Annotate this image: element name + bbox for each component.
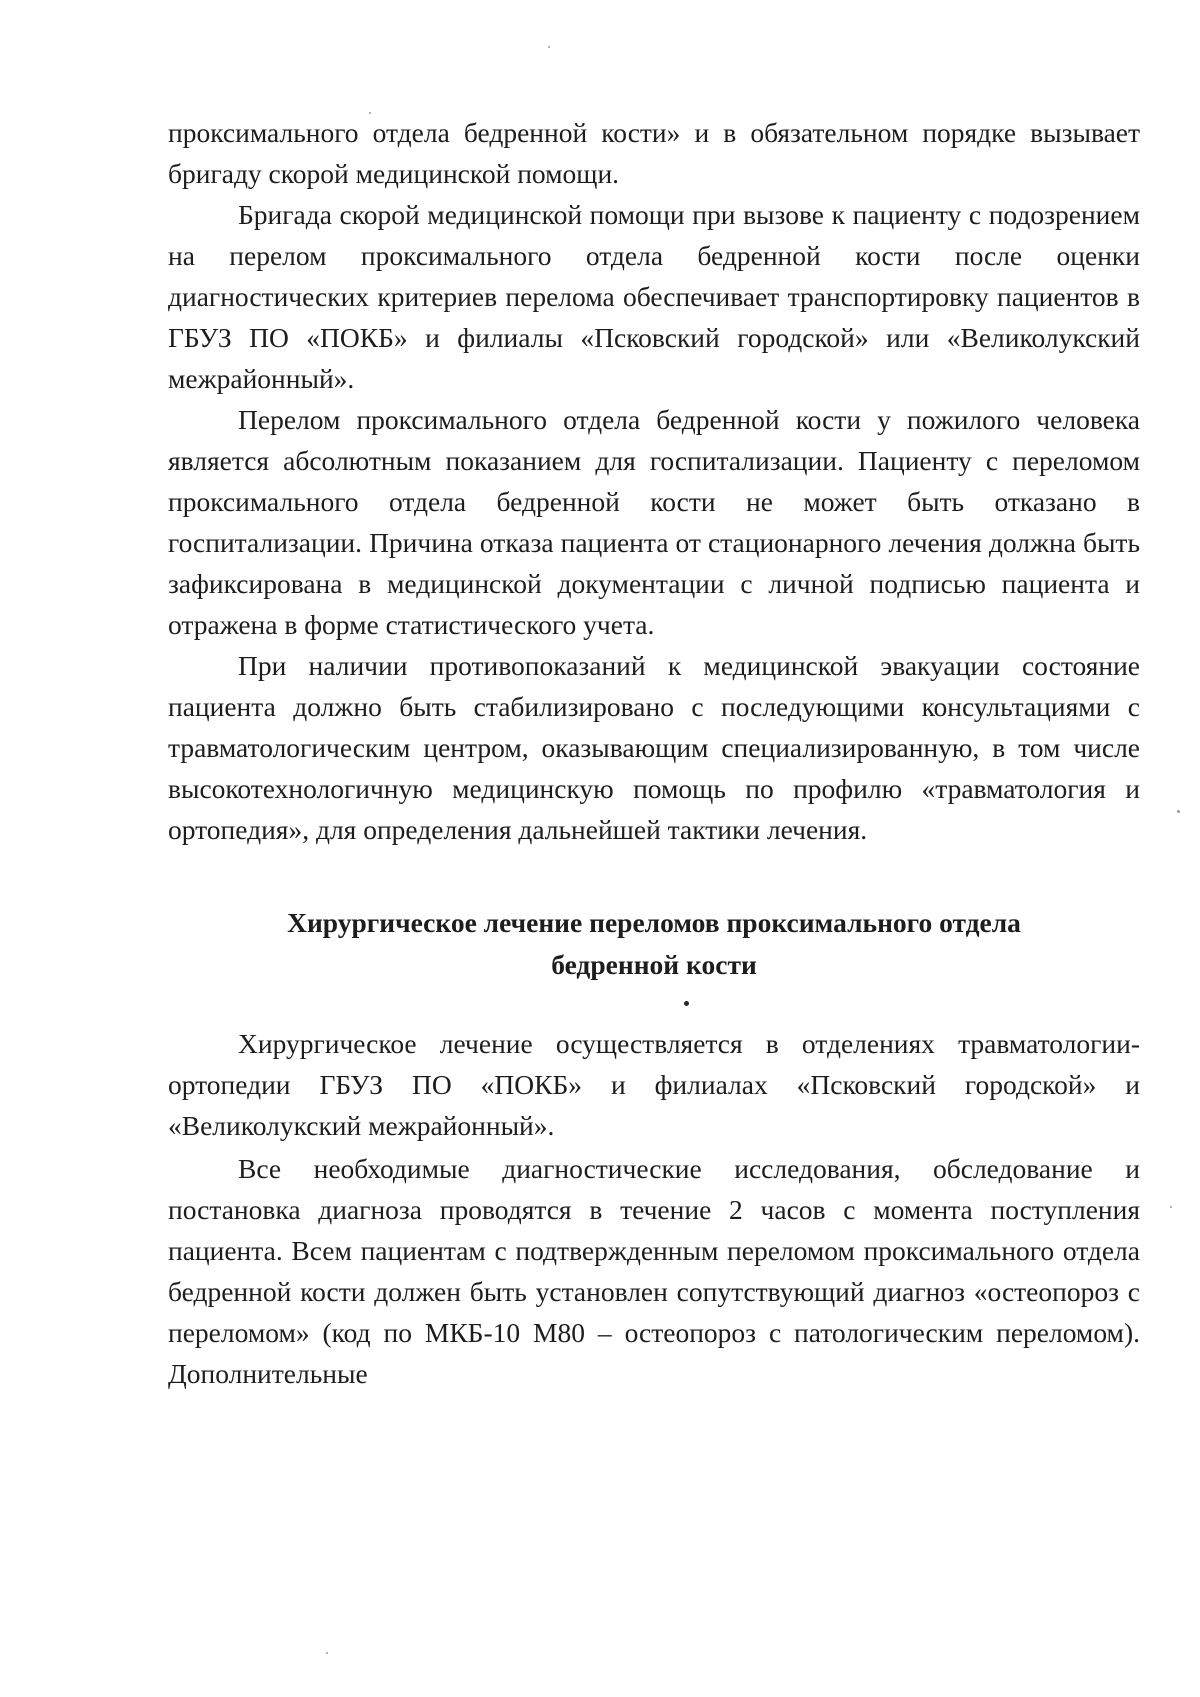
scan-dot — [684, 1001, 689, 1006]
section-heading — [168, 902, 1140, 986]
scan-speck — [548, 46, 550, 48]
scan-speck — [1177, 810, 1180, 813]
section-heading-line-2: бедренной кости — [551, 949, 757, 980]
paragraph-surgical-departments: Хирургическое лечение осуществляется в отделениях травматологии-ортопедии ГБУЗ ПО «ПОКБ» и филиалах «Псковский городской» и «Великолукский межрайонный». — [168, 1028, 1140, 1141]
scan-speck — [1170, 1206, 1172, 1208]
document-body — [168, 112, 1140, 1394]
paragraph-ambulance-transport: Бригада скорой медицинской помощи при вызове к пациенту с подозрением на перелом проксимального отдела бедренной кости после оценки диагностических критериев перелома обеспечивает транспортировку пациентов в ГБУЗ ПО «ПОКБ» и филиалы «Псковский городской» или «Великолукский межрайонный». — [168, 199, 1140, 394]
paragraph-continuation: проксимального отдела бедренной кости» и в обязательном порядке вызывает бригаду скорой медицинской помощи. — [168, 117, 1140, 189]
paragraph-diagnostics: Все необходимые диагностические исследования, обследование и постановка диагноза проводятся в течение 2 часов с момента поступления пациента. Всем пациентам с подтвержденным переломом проксимального отдела бедренной кости должен быть установлен сопутствующий диагноз «остеопороз с переломом» (код по МКБ-10 М80 – остеопороз с патологическим переломом). Дополнительные — [168, 1153, 1140, 1389]
paragraph-hospitalization: Перелом проксимального отдела бедренной кости у пожилого человека является абсолютным показанием для госпитализации. Пациенту с переломом проксимального отдела бедренной кости не может быть отказано в госпитализации. Причина отказа пациента от стационарного лечения должна быть зафиксирована в медицинской документации с личной подписью пациента и отражена в форме статистического учета. — [168, 404, 1140, 640]
paragraph-contraindications: При наличии противопоказаний к медицинской эвакуации состояние пациента должно быть стабилизировано с последующими консультациями с травматологическим центром, оказывающим специализированную, в том числе высокотехнологичную медицинскую помощь по профилю «травматология и ортопедия», для определения дальнейшей тактики лечения. — [168, 650, 1140, 845]
scan-speck — [326, 1652, 328, 1654]
section-heading-line-1: Хирургическое лечение переломов проксимального отдела — [287, 907, 1021, 938]
